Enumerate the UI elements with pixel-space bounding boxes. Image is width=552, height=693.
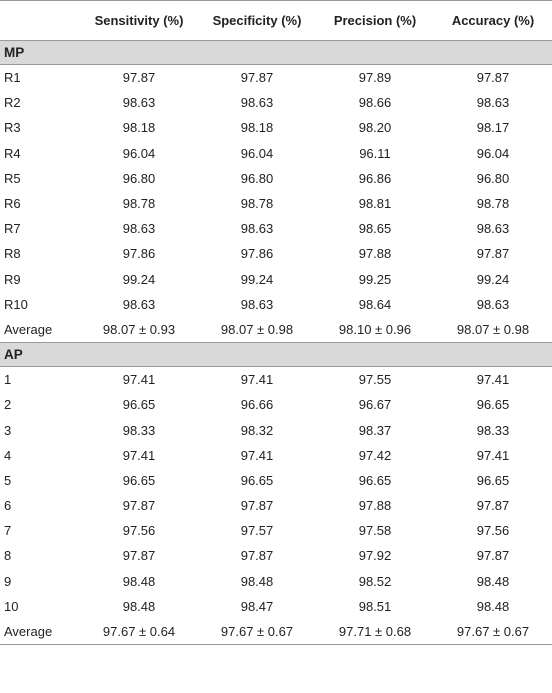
table-row <box>0 543 552 568</box>
row-label: 4 <box>4 447 12 463</box>
table-body <box>0 41 552 645</box>
table-cell: 97.86 <box>240 246 274 262</box>
table-cell: 97.87 <box>240 548 274 564</box>
table-cell: 98.78 <box>122 196 156 212</box>
table-cell: 96.65 <box>476 397 510 413</box>
row-label: 8 <box>4 548 12 564</box>
table-cell: 98.48 <box>476 598 510 614</box>
table-cell: 98.81 <box>358 196 392 212</box>
table-cell: 98.65 <box>358 221 392 237</box>
row-label: R6 <box>4 196 21 212</box>
section-title: AP <box>0 343 552 367</box>
row-label: R3 <box>4 120 21 136</box>
table-cell: 97.87 <box>476 498 510 514</box>
table-cell: 98.48 <box>240 573 274 589</box>
table-cell: 98.20 <box>358 120 392 136</box>
header-accuracy: Accuracy (%) <box>434 1 552 41</box>
table-cell: 98.37 <box>358 422 392 438</box>
table-cell: 98.63 <box>476 296 510 312</box>
table-cell: 97.71 ± 0.68 <box>316 619 434 645</box>
row-label: R2 <box>4 95 21 111</box>
row-label: R9 <box>4 271 21 287</box>
row-label: R4 <box>4 145 21 161</box>
table-cell: 96.66 <box>240 397 274 413</box>
table-row <box>0 166 552 191</box>
row-label: 5 <box>4 472 12 488</box>
table-cell: 99.25 <box>358 271 392 287</box>
header-precision: Precision (%) <box>316 1 434 41</box>
table-cell: 97.89 <box>358 70 392 86</box>
table-cell: 98.48 <box>476 573 510 589</box>
row-label: R10 <box>4 296 28 312</box>
average-row <box>0 317 552 343</box>
table-cell: 96.04 <box>240 145 274 161</box>
row-label: 7 <box>4 523 12 539</box>
table-cell: 96.65 <box>240 472 274 488</box>
table-cell: 96.80 <box>476 170 510 186</box>
table-cell: 98.63 <box>122 95 156 111</box>
table-cell: 98.10 ± 0.96 <box>316 317 434 343</box>
row-label: 2 <box>4 397 12 413</box>
table-row <box>0 241 552 266</box>
table-cell: 98.63 <box>240 95 274 111</box>
row-label: Average <box>0 317 80 343</box>
table-row <box>0 443 552 468</box>
table-row <box>0 518 552 543</box>
row-label: R7 <box>4 221 21 237</box>
table-cell: 97.67 ± 0.67 <box>434 619 552 645</box>
table-row <box>0 292 552 317</box>
table-cell: 98.63 <box>476 221 510 237</box>
table-cell: 98.18 <box>240 120 274 136</box>
row-label: R1 <box>4 70 21 86</box>
table-cell: 97.56 <box>122 523 156 539</box>
table-cell: 97.87 <box>122 70 156 86</box>
table-cell: 98.66 <box>358 95 392 111</box>
table-cell: 97.41 <box>122 372 156 388</box>
table-row <box>0 392 552 417</box>
table-cell: 97.87 <box>122 548 156 564</box>
table-cell: 97.88 <box>358 246 392 262</box>
table-row <box>0 216 552 241</box>
table-cell: 97.87 <box>476 246 510 262</box>
header-label-col <box>0 1 80 41</box>
table-row <box>0 417 552 442</box>
table-row <box>0 493 552 518</box>
table-cell: 97.87 <box>122 498 156 514</box>
table-cell: 98.48 <box>122 573 156 589</box>
table-row <box>0 65 552 91</box>
table-cell: 98.52 <box>358 573 392 589</box>
table-cell: 98.07 ± 0.98 <box>434 317 552 343</box>
table-cell: 98.48 <box>122 598 156 614</box>
table-cell: 96.65 <box>122 397 156 413</box>
table-cell: 96.11 <box>359 145 391 161</box>
table-cell: 97.88 <box>358 498 392 514</box>
table-row <box>0 141 552 166</box>
row-label: 10 <box>4 598 19 614</box>
table-cell: 98.47 <box>240 598 274 614</box>
table-cell: 96.80 <box>240 170 274 186</box>
table-cell: 98.51 <box>358 598 392 614</box>
table-cell: 98.78 <box>476 196 510 212</box>
table-cell: 98.63 <box>122 221 156 237</box>
table-cell: 98.63 <box>240 296 274 312</box>
row-label: Average <box>0 619 80 645</box>
table-row <box>0 468 552 493</box>
table-cell: 96.65 <box>122 472 156 488</box>
table-row <box>0 594 552 619</box>
table-row <box>0 367 552 393</box>
table-cell: 98.78 <box>240 196 274 212</box>
table-cell: 99.24 <box>476 271 510 287</box>
table-cell: 97.92 <box>358 548 392 564</box>
table-cell: 97.42 <box>358 447 392 463</box>
table-cell: 97.67 ± 0.67 <box>198 619 316 645</box>
table-cell: 97.58 <box>358 523 392 539</box>
header-specificity: Specificity (%) <box>198 1 316 41</box>
table-cell: 97.41 <box>476 447 510 463</box>
table-cell: 97.41 <box>476 372 510 388</box>
table-cell: 96.65 <box>476 472 510 488</box>
average-row <box>0 619 552 645</box>
table-cell: 98.07 ± 0.93 <box>80 317 198 343</box>
table-cell: 98.63 <box>240 221 274 237</box>
table-cell: 97.41 <box>240 447 274 463</box>
table-cell: 97.87 <box>476 548 510 564</box>
table-cell: 98.33 <box>476 422 510 438</box>
table-cell: 96.80 <box>122 170 156 186</box>
table-header <box>0 1 552 41</box>
section-header-row <box>0 343 552 367</box>
table-cell: 96.86 <box>358 170 392 186</box>
section-title: MP <box>0 41 552 65</box>
table-cell: 98.63 <box>122 296 156 312</box>
table-cell: 97.86 <box>122 246 156 262</box>
table-cell: 98.64 <box>358 296 392 312</box>
table-cell: 98.63 <box>476 95 510 111</box>
table-cell: 96.04 <box>122 145 156 161</box>
table-row <box>0 267 552 292</box>
row-label: R8 <box>4 246 21 262</box>
header-sensitivity: Sensitivity (%) <box>80 1 198 41</box>
table-row <box>0 191 552 216</box>
table-row <box>0 115 552 140</box>
table-cell: 98.33 <box>122 422 156 438</box>
table-cell: 96.67 <box>358 397 392 413</box>
section-header-row <box>0 41 552 65</box>
table-cell: 97.57 <box>240 523 274 539</box>
table-row <box>0 90 552 115</box>
table-cell: 97.87 <box>476 70 510 86</box>
table-row <box>0 569 552 594</box>
table-cell: 97.87 <box>240 70 274 86</box>
table-cell: 99.24 <box>122 271 156 287</box>
table-cell: 97.87 <box>240 498 274 514</box>
row-label: 6 <box>4 498 12 514</box>
table-cell: 98.32 <box>240 422 274 438</box>
row-label: 3 <box>4 422 12 438</box>
table-cell: 98.17 <box>476 120 510 136</box>
table-cell: 96.65 <box>358 472 392 488</box>
table-cell: 99.24 <box>240 271 274 287</box>
table-cell: 98.18 <box>122 120 156 136</box>
row-label: R5 <box>4 170 21 186</box>
table-cell: 97.55 <box>358 372 392 388</box>
table-cell: 97.41 <box>122 447 156 463</box>
table-cell: 97.56 <box>476 523 510 539</box>
row-label: 9 <box>4 573 12 589</box>
table-cell: 96.04 <box>476 145 510 161</box>
table-cell: 98.07 ± 0.98 <box>198 317 316 343</box>
table-cell: 97.67 ± 0.64 <box>80 619 198 645</box>
table-cell: 97.41 <box>240 372 274 388</box>
row-label: 1 <box>4 372 12 388</box>
